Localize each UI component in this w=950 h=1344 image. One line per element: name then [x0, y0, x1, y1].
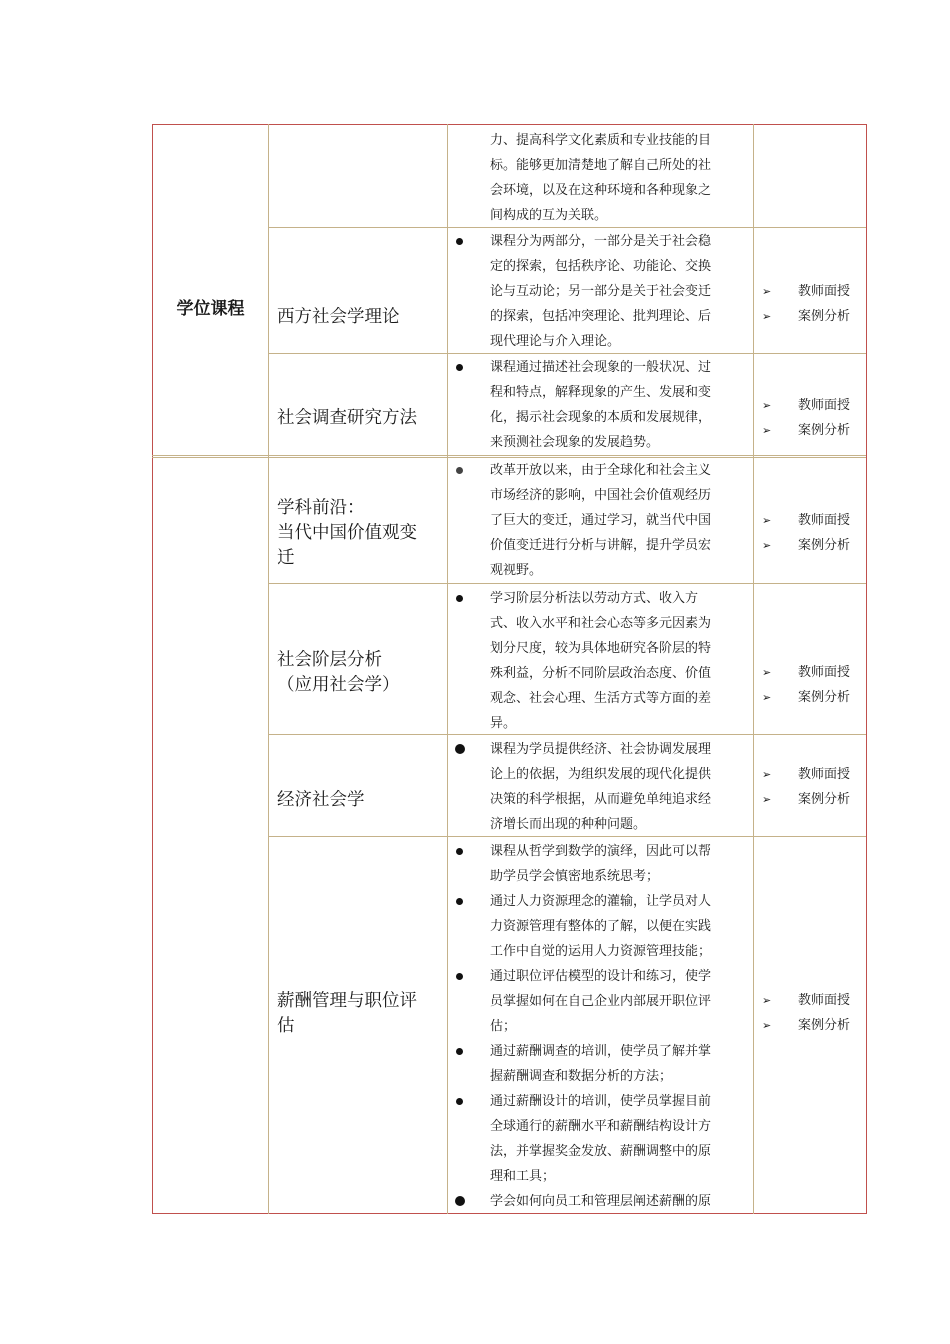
- course-name: 西方社会学理论: [277, 307, 400, 327]
- arrow-bullet-icon: ➢: [762, 1019, 772, 1032]
- bullet-icon: [456, 848, 463, 855]
- arrow-bullet-icon: ➢: [762, 539, 772, 552]
- arrow-bullet-icon: ➢: [762, 285, 772, 298]
- bullet-icon: [456, 238, 463, 245]
- bullet-icon: [456, 467, 463, 474]
- row-divider: [268, 583, 866, 584]
- bullet-icon: [456, 595, 463, 602]
- column-divider: [268, 124, 269, 1214]
- bullet-icon: [456, 1098, 463, 1105]
- arrow-bullet-icon: ➢: [762, 691, 772, 704]
- course-name: 社会调查研究方法: [277, 408, 417, 428]
- course-description: 课程通过描述社会现象的一般状况、过 程和特点，解释现象的产生、发展和变 化，揭示社会现象的本质和发展规律， 来预测社会现象的发展趋势。: [452, 355, 747, 455]
- bullet-icon: [456, 973, 463, 980]
- arrow-bullet-icon: ➢: [762, 768, 772, 781]
- column-divider: [447, 124, 448, 1214]
- teaching-methods: ➢ 教师面授 ➢ 案例分析: [760, 279, 865, 329]
- bullet-icon: [455, 1196, 465, 1206]
- arrow-bullet-icon: ➢: [762, 514, 772, 527]
- course-name: 薪酬管理与职位评 估: [277, 991, 417, 1036]
- bullet-icon: [456, 1048, 463, 1055]
- course-name: 学科前沿： 当代中国价值观变 迁: [277, 498, 417, 568]
- bullet-icon: [456, 364, 463, 371]
- bullet-icon: [455, 744, 465, 754]
- category-label: 学位课程: [176, 299, 245, 319]
- course-description: 课程为学员提供经济、社会协调发展理 论上的依据，为组织发展的现代化提供 决策的科学根据，从而避免单纯追求经 济增长而出现的种种问题。: [452, 737, 747, 837]
- course-description: 课程从哲学到数学的演绎，因此可以帮 助学员学会慎密地系统思考； 通过人力资源理念的灌输，让学员对人 力资源管理有整体的了解，以便在实践 工作中自觉的运用人力资源管理技能； 通过职位评估模型的设计和练习，使学 员掌握如何在自己企业内部展开职位评 估； 通过薪酬调查的培训，使学员了解并掌 握薪酬调查和数据分析的方法； 通过薪酬设计的培训，使学员掌握目前 全球通行的薪酬水平和薪酬结构设计方 法，并掌握奖金发放、薪酬调整中的原 理和工具； 学会如何向员工和管理层阐述薪酬的原: [452, 839, 747, 1214]
- column-divider: [753, 124, 754, 1214]
- teaching-methods: ➢ 教师面授 ➢ 案例分析: [760, 393, 865, 443]
- teaching-methods: ➢ 教师面授 ➢ 案例分析: [760, 660, 865, 710]
- course-name: 社会阶层分析 （应用社会学）: [277, 650, 400, 695]
- course-description: 学习阶层分析法以劳动方式、收入方 式、收入水平和社会心态等多元因素为 划分尺度，较为具体地研究各阶层的特 殊利益，分析不同阶层政治态度、价值 观念、社会心理、生活方式等方面的差 异。: [452, 586, 747, 736]
- course-description: 改革开放以来，由于全球化和社会主义 市场经济的影响，中国社会价值观经历 了巨大的变迁，通过学习，就当代中国 价值变迁进行分析与讲解，提升学员宏 观视野。: [452, 458, 747, 583]
- teaching-methods: ➢ 教师面授 ➢ 案例分析: [760, 508, 865, 558]
- arrow-bullet-icon: ➢: [762, 994, 772, 1007]
- arrow-bullet-icon: ➢: [762, 399, 772, 412]
- bullet-icon: [456, 898, 463, 905]
- course-description-continued: 力、提高科学文化素质和专业技能的目 标。能够更加清楚地了解自己所处的社 会环境，以及在这种环境和各种现象之 间构成的互为关联。: [490, 133, 712, 223]
- teaching-methods: ➢ 教师面授 ➢ 案例分析: [760, 988, 865, 1038]
- course-description: 课程分为两部分，一部分是关于社会稳 定的探索，包括秩序论、功能论、交换 论与互动论；另一部分是关于社会变迁 的探索，包括冲突理论、批判理论、后 现代理论与介入理论。: [452, 229, 747, 354]
- arrow-bullet-icon: ➢: [762, 666, 772, 679]
- arrow-bullet-icon: ➢: [762, 310, 772, 323]
- course-name: 经济社会学: [277, 790, 365, 810]
- arrow-bullet-icon: ➢: [762, 793, 772, 806]
- teaching-methods: ➢ 教师面授 ➢ 案例分析: [760, 762, 865, 812]
- arrow-bullet-icon: ➢: [762, 424, 772, 437]
